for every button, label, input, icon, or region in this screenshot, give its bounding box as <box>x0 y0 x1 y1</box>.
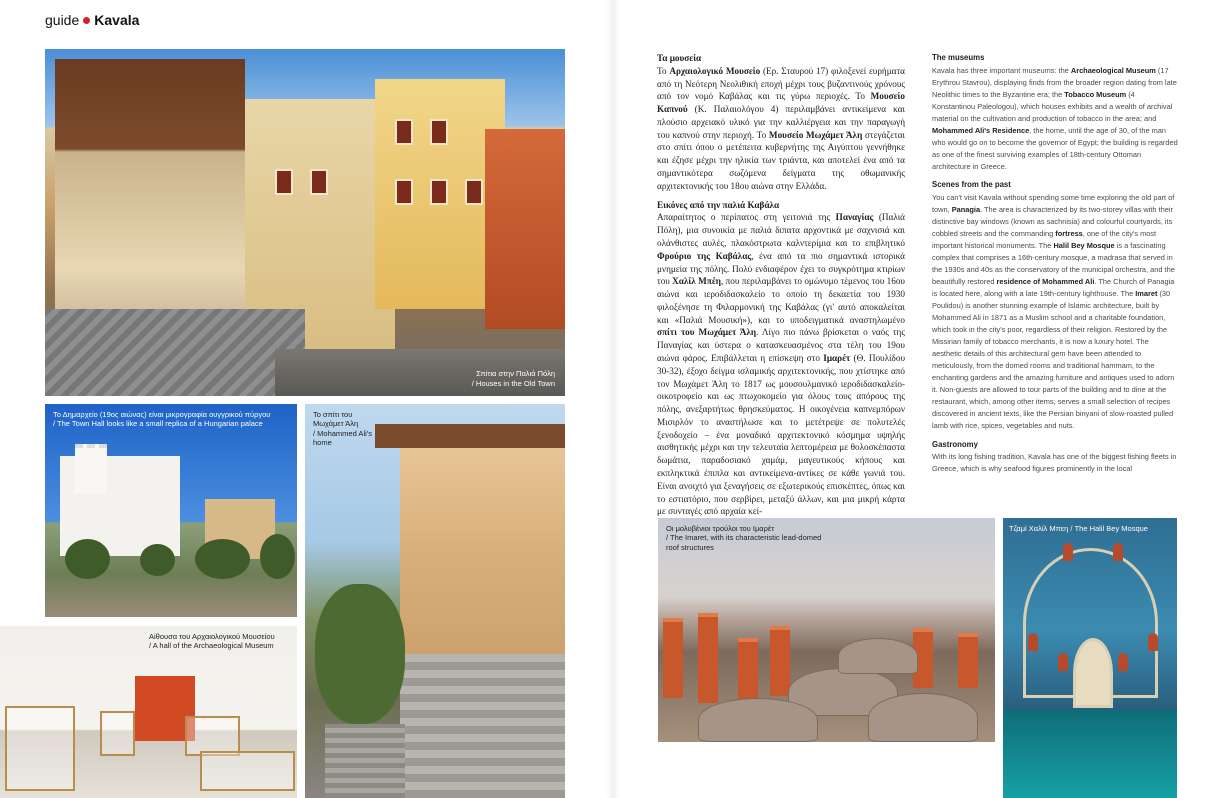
photo-mohammed-ali-home <box>305 404 565 798</box>
english-article-column <box>932 52 1178 475</box>
window-shape <box>1058 653 1068 671</box>
running-head <box>45 12 139 28</box>
photo-museum-hall <box>0 626 297 798</box>
arch-shape <box>1073 638 1113 708</box>
window-shape <box>1028 633 1038 651</box>
photo-caption <box>149 632 289 651</box>
section-label: guide <box>45 12 80 28</box>
caption-english: / The Town Hall looks like a small replica of a Hungarian palace <box>53 419 263 429</box>
place-label: Kavala <box>94 12 140 28</box>
tree-shape <box>140 544 175 576</box>
window-shape <box>395 179 413 205</box>
tree-shape <box>260 534 295 579</box>
window-shape <box>465 179 483 205</box>
window-shape <box>395 119 413 145</box>
english-museums-heading: The museums <box>932 53 985 62</box>
photo-caption <box>53 410 293 429</box>
page-spine <box>606 0 620 798</box>
tree-shape <box>315 584 405 724</box>
house-shape <box>485 129 565 329</box>
display-case-shape <box>200 751 295 791</box>
display-case-shape <box>185 716 240 756</box>
window-shape <box>430 119 448 145</box>
caption-english: / The Imaret, with its characteristic lead-domed roof structures <box>666 533 822 552</box>
window-shape <box>1113 543 1123 561</box>
window-shape <box>1063 543 1073 561</box>
red-dot-icon <box>83 17 90 24</box>
greek-museums-heading: Τα μουσεία <box>657 53 702 63</box>
dome-shape <box>838 638 918 674</box>
caption-greek: Αίθουσα του Αρχαιολογικού Μουσείου <box>149 632 275 641</box>
photo-imaret <box>658 518 995 742</box>
caption-english: / The Halil Bey Mosque <box>1070 524 1148 533</box>
roof-shape <box>375 424 565 448</box>
greek-past-paragraph: Απαραίτητος ο περίπατος στη γειτονιά της Παναγίας (Παλιά Πόλη), μια συνοικία με παλιά διπατα αρχοντικά με σαχνισιά και ολάνθιστες αυλές, πλακόστρωτα καλντερίμια και το επιβλητικό Φρούριο της Καβάλας, ένα από τα πιο σημαντικά ιστορικά μνημεία της πόλης. Πολύ ενδιαφέρον έχει το συγκρότημα κτιρίων του Χαλίλ Μπέη, που περιλαμβάνει το ομώνυμο τέμενος του 16ου αιώνα και ιεροδιδασκαλείο το οποίο τη δεκαετία του 1930 φιλοξένησε τη Φιλαρμονική της Καβάλας (γι' αυτό αποκαλείται και «Παλιά Μουσική»), και το υποδειγματικά αναστηλωμένο σπίτι του Μωχάμετ Άλη. Λίγο πιο πάνω βρίσκεται ο ναός της Παναγίας και ύστερα ο κατασκευασμένος στα τέλη του 19ου αιώνα φάρος. Επιβάλλεται η επίσκεψη στο Ιμαρέτ (Θ. Πουλίδου 30-32), έξοχο δείγμα ισλαμικής αρχιτεκτονικής, που χτίστηκε από τον Μωχάμετ Άλη το 1817 ως μουσουλμανικό ιεροδιδασκαλείο-οικοτροφείο και ως πτωχοκομείο για όλους τους απόρους της πόλης, ανεξαρτήτως θρησκεύματος. Η οικογένεια καπνεμπόρων Μισιρλόν το αναστήλωσε και το μετέτρεψε σε πολυτελές ξενοδοχείο – ένα μοναδικό αρχιτεκτονικό κόσμημα υψηλής αισθητικής μέχρι και την τελευταία λεπτομέρεια με θολοσκέπαστα δωμάτια, παραδοσιακό χαμάμ, μαγευτικούς κήπους και εκπληκτικά έπιπλα και αντικείμενα-αντίκες σε κάθε γωνιά του. Είναι ανοιχτό για ξεναγήσεις σε εξωτερικούς επισκέπτες, όπως και το εστιατόριο, που σερβίρει, μεταξύ άλλων, και μια μικρή κάρτα με συνταγές από αρχαία κεί- <box>657 212 906 517</box>
tree-shape <box>195 539 250 579</box>
chimney-shape <box>770 626 790 696</box>
tree-shape <box>65 539 110 579</box>
greek-past-heading: Εικόνες από την παλιά Καβάλα <box>657 199 780 210</box>
english-museums-paragraph: Kavala has three important museums: the Archaeological Museum (17 Erythrou Stavrou), displaying finds from the broader region dating from late Neolithic times to the Byzantine era; the Tobacco Museum (4 Konstantinou Paleologou), which houses exhibits and a wealth of archival material on the cultivation and production of tobacco in the area; and Mohammed Ali's Residence, the home, until the age of 30, of the man who would go on to become the governor of Egypt; the building is regarded as one of the finest surviving examples of 18th-century Ottoman architecture in Greece. <box>932 65 1178 171</box>
greek-museums-paragraph: Το Αρχαιολογικό Μουσείο (Ερ. Σταυρού 17) φιλοξενεί ευρήματα από τη Νεότερη Νεολιθική εποχή μέχρι τους βυζαντινούς χρόνους από τον νομό Καβάλας και τις γύρω περιοχές. Το Μουσείο Καπνού (Κ. Παλαιολόγου 4) περιλαμβάνει αντικείμενα και πλούσιο αρχειακό υλικό για την καλλιέργεια και την παραγωγή του καπνού στην περιοχή. Το Μουσείο Μωχάμετ Άλη στεγάζεται στο σπίτι όπου ο μετέπειτα κυβερνήτης της Αιγύπτου γεννήθηκε και έζησε μέχρι την ηλικία των τριάντα, και αποτελεί ένα από τα σημαντικότερα σωζόμενα δείγματα της οθωμανικής αρχιτεκτονικής του 18ου αιώνα στην Ελλάδα. <box>657 65 905 191</box>
display-case-shape <box>5 706 75 791</box>
chimney-shape <box>958 633 978 688</box>
window-shape <box>430 179 448 205</box>
photo-caption <box>666 524 836 552</box>
photo-halil-bey-mosque <box>1003 518 1177 798</box>
dome-shape <box>868 693 978 742</box>
greek-article-column <box>657 52 905 518</box>
english-past-paragraph: You can't visit Kavala without spending some time exploring the old part of town, Panagia. The area is characterized by its two-storey villas with their distinctive bay windows (known as sachnisia) and colourful courtyards, its cobbled streets and the commanding fortress, one of the city's most important historical monuments. The Halil Bey Mosque is a fascinating complex that comprises a 16th-century mosque, a madrasa that served in the 1930s and 40s as the conservatory of the municipal orchestra, and the beautifully restored residence of Mohammed Ali. The Church of Panagia is located here, along with a late 19th-century lighthouse. The Imaret (30 Poulidou) is another stunning example of Islamic architecture, built by Mohammed Ali in 1871 as a Muslim school and a charitable foundation, which took in the city's poor, regardless of their religion. Restored by the Missirian family of tobacco merchants, it is now a luxury hotel. The aesthetic details of this architectural gem have been attended to meticulously, from the domed rooms and traditional hammam, to the enchanting gardens and the amazing furniture and antiques used to adorn it. Non-guests are allowed to tour parts of the building and to dine at the restaurant, which, among other items, serves a small selection of recipes discovered in ancient texts, like the Persian biriyani of slow-roasted pulled lamb with rice, spices, vegetables and nuts. <box>932 193 1175 430</box>
stone-wall-shape <box>400 654 565 798</box>
caption-greek: Το Δημαρχείο (19ος αιώνας) είναι μικρογραφία ουγγρικού πύργου <box>53 410 271 419</box>
stone-wall-shape <box>45 309 305 396</box>
caption-greek: Οι μολυβένιοι τρούλοι του Ιμαρέτ <box>666 524 775 533</box>
caption-greek: Τζαμί Χαλίλ Μπεη <box>1009 524 1069 533</box>
caption-english: / A hall of the Archaeological Museum <box>149 641 274 651</box>
photo-old-town-houses <box>45 49 565 396</box>
photo-town-hall <box>45 404 297 617</box>
window-shape <box>1148 633 1158 651</box>
caption-greek: Το σπίτι του Μωχάμετ Άλη <box>313 410 359 429</box>
caption-greek: Σπίτια στην Παλιά Πόλη <box>476 369 555 379</box>
dome-shape <box>698 698 818 742</box>
window-shape <box>1118 653 1128 671</box>
stairs-shape <box>325 724 405 798</box>
photo-caption <box>313 410 373 448</box>
chimney-shape <box>698 613 718 703</box>
english-gastronomy-paragraph: With its long fishing tradition, Kavala has one of the biggest fishing fleets in Greece, which is why seafood figures prominently in the local <box>932 452 1177 474</box>
photo-caption <box>472 369 555 388</box>
window-shape <box>310 169 328 195</box>
caption-english: / Mohammed Ali's home <box>313 428 372 448</box>
tower-shape <box>75 444 107 494</box>
photo-caption <box>1009 524 1174 533</box>
display-case-shape <box>100 711 135 756</box>
english-gastronomy-heading: Gastronomy <box>932 439 978 449</box>
caption-english: / Houses in the Old Town <box>471 378 555 388</box>
window-shape <box>275 169 293 195</box>
english-past-heading: Scenes from the past <box>932 180 1011 190</box>
chimney-shape <box>663 618 683 698</box>
